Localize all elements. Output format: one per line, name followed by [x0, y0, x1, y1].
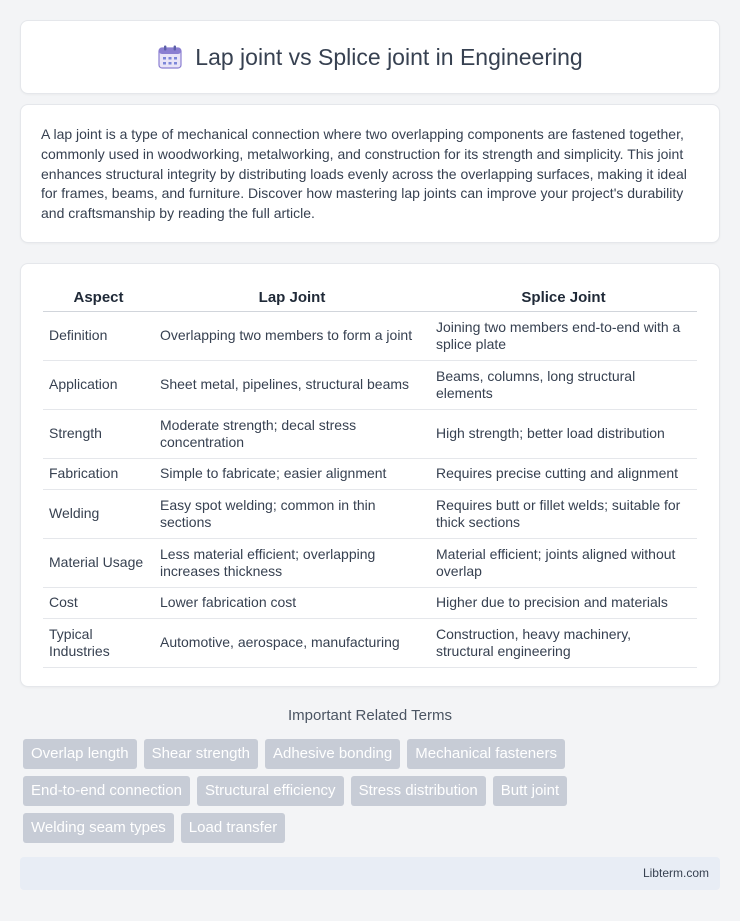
table-row	[43, 410, 697, 459]
table-header-row	[43, 284, 697, 312]
table-cell: Material Usage	[43, 539, 154, 588]
term-tag[interactable]: Adhesive bonding	[265, 739, 400, 769]
table-cell: Sheet metal, pipelines, structural beams	[154, 361, 430, 410]
comparison-card	[20, 263, 720, 687]
term-tag[interactable]: Butt joint	[493, 776, 567, 806]
footer	[20, 857, 720, 890]
table-row	[43, 539, 697, 588]
table-cell: Less material efficient; overlapping increases thickness	[154, 539, 430, 588]
term-tag[interactable]: Overlap length	[23, 739, 137, 769]
table-cell: Application	[43, 361, 154, 410]
table-cell: Requires butt or fillet welds; suitable for thick sections	[430, 490, 697, 539]
table-cell: Simple to fabricate; easier alignment	[154, 459, 430, 490]
column-header-aspect: Aspect	[43, 284, 154, 312]
intro-text: A lap joint is a type of mechanical connection where two overlapping components are fastened together, commonly used in woodworking, metalworking, and construction for its strength and simplicity. This joint enhances structural integrity by distributing loads evenly across the overlapping surfaces, making it ideal for frames, beams, and furniture. Discover how mastering lap joints can improve your project's durability and craftsmanship by reading the full article.	[41, 126, 687, 222]
table-cell: Construction, heavy machinery, structural engineering	[430, 619, 697, 668]
table-cell: Strength	[43, 410, 154, 459]
table-cell: Welding	[43, 490, 154, 539]
table-row	[43, 588, 697, 619]
table-cell: Lower fabrication cost	[154, 588, 430, 619]
term-tag[interactable]: Shear strength	[144, 739, 258, 769]
term-tag[interactable]: Stress distribution	[351, 776, 486, 806]
related-terms-list	[23, 739, 723, 850]
related-terms-title: Important Related Terms	[288, 707, 452, 724]
table-cell: Joining two members end-to-end with a splice plate	[430, 312, 697, 361]
term-tag[interactable]: Welding seam types	[23, 813, 174, 843]
page-header	[20, 20, 720, 94]
term-tag[interactable]: Load transfer	[181, 813, 285, 843]
table-cell: Fabrication	[43, 459, 154, 490]
table-row	[43, 619, 697, 668]
table-cell: Easy spot welding; common in thin sections	[154, 490, 430, 539]
table-cell: Requires precise cutting and alignment	[430, 459, 697, 490]
table-row	[43, 490, 697, 539]
table-cell: Automotive, aerospace, manufacturing	[154, 619, 430, 668]
table-cell: Typical Industries	[43, 619, 154, 668]
column-header-lap-joint: Lap Joint	[154, 284, 430, 312]
calendar-icon	[157, 44, 183, 70]
column-header-splice-joint: Splice Joint	[430, 284, 697, 312]
footer-site-link[interactable]: Libterm.com	[642, 866, 709, 880]
table-cell: Material efficient; joints aligned without overlap	[430, 539, 697, 588]
intro-card	[20, 104, 720, 243]
table-row	[43, 312, 697, 361]
table-cell: Cost	[43, 588, 154, 619]
table-cell: High strength; better load distribution	[430, 410, 697, 459]
table-cell: Overlapping two members to form a joint	[154, 312, 430, 361]
table-cell: Beams, columns, long structural elements	[430, 361, 697, 410]
term-tag[interactable]: Structural efficiency	[197, 776, 344, 806]
table-cell: Definition	[43, 312, 154, 361]
table-row	[43, 361, 697, 410]
page-title: Lap joint vs Splice joint in Engineering	[195, 43, 583, 70]
table-cell: Moderate strength; decal stress concentration	[154, 410, 430, 459]
term-tag[interactable]: End-to-end connection	[23, 776, 190, 806]
term-tag[interactable]: Mechanical fasteners	[407, 739, 565, 769]
table-row	[43, 459, 697, 490]
table-cell: Higher due to precision and materials	[430, 588, 697, 619]
comparison-table	[43, 284, 697, 668]
